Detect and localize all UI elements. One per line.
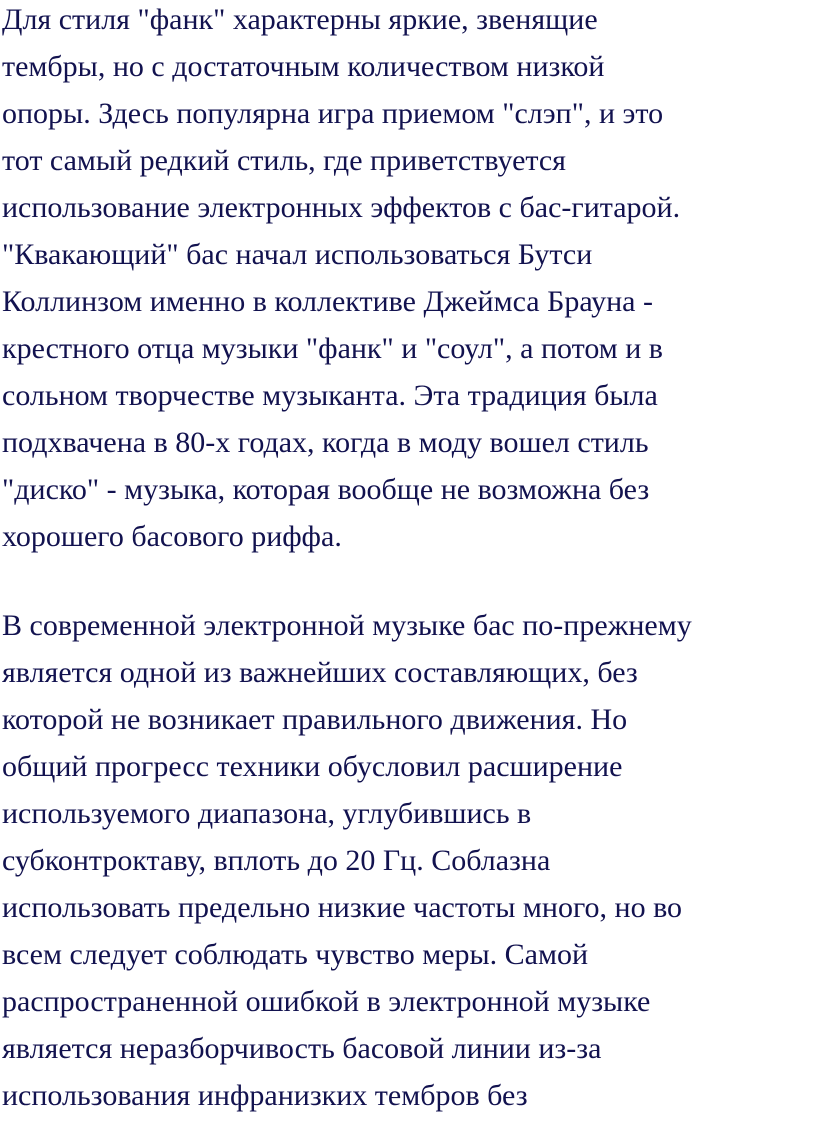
text-line: крестного отца музыки "фанк" и "соул", а потом и в — [2, 332, 663, 365]
text-line: использование электронных эффектов с бас-гитарой. — [2, 191, 681, 224]
text-line: общий прогресс техники обусловил расширение — [2, 750, 623, 783]
text-line: "Квакающий" бас начал использоваться Бутси — [2, 238, 593, 271]
text-line: сольном творчестве музыканта. Эта традиция была — [2, 379, 658, 412]
text-line: тембры, но с достаточным количеством низкой — [2, 50, 605, 83]
text-line: опоры. Здесь популярна игра приемом "слэп", и это — [2, 97, 664, 130]
text-line: Для стиля "фанк" характерны яркие, звенящие — [2, 3, 598, 36]
text-line: является неразборчивость басовой линии из-за — [2, 1032, 602, 1065]
text-line: субконтроктаву, вплоть до 20 Гц. Соблазна — [2, 844, 551, 877]
text-line: хорошего басового риффа. — [2, 520, 342, 553]
text-line: использования инфранизких тембров без — [2, 1079, 528, 1112]
text-line: распространенной ошибкой в электронной музыке — [2, 985, 651, 1018]
text-line: тот самый редкий стиль, где приветствуется — [2, 144, 566, 177]
text-line: является одной из важнейших составляющих, без — [2, 656, 638, 689]
text-line: В современной электронной музыке бас по-прежнему — [2, 609, 692, 642]
text-line: используемого диапазона, углубившись в — [2, 797, 532, 830]
text-line: подхвачена в 80-х годах, когда в моду вошел стиль — [2, 426, 649, 459]
text-line: всем следует соблюдать чувство меры. Самой — [2, 938, 589, 971]
text-line: использовать предельно низкие частоты много, но во — [2, 891, 683, 924]
text-line: "диско" - музыка, которая вообще не возможна без — [2, 473, 650, 506]
text-line: Коллинзом именно в коллективе Джеймса Брауна - — [2, 285, 653, 318]
text-line: которой не возникает правильного движения. Но — [2, 703, 628, 736]
